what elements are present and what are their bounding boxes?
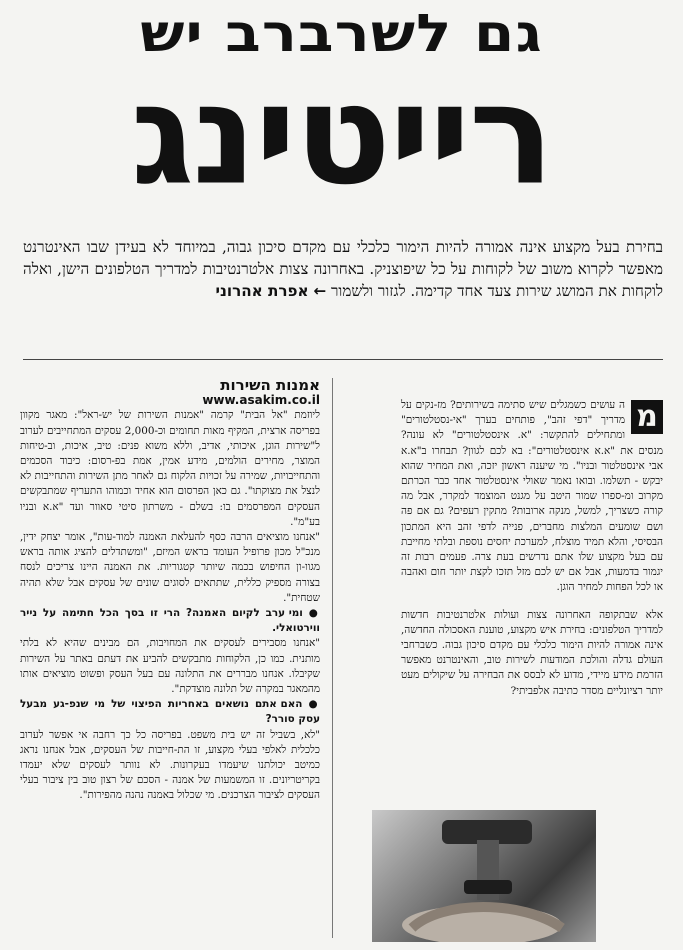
- main-article-column: [401, 398, 663, 699]
- arrow-icon: ←: [313, 282, 327, 300]
- headline: [10, 4, 673, 217]
- sidebar-title: אמנות השירות: [220, 376, 320, 394]
- lead-text: בחירת בעל מקצוע אינה אמורה להיות הימור כלכלי עם מקדם סיכון גבוה, במיוחד לא בעידן שבו האינטרנט מאפשר לקרוא משוב של לקוחות על כל שיפוצניק. באחרונה צצות אלטרנטיבות למדריך הטלפונים הישן, ואלה לוקחות את המושג שירות צעד אחד קדימה. לגזור ולשמור: [23, 238, 663, 300]
- column-divider: [332, 378, 333, 938]
- author-credit: אפרת אהרוני: [215, 282, 309, 300]
- headline-line1: גם לשרברב יש: [140, 4, 543, 64]
- interview-answer-2: "לא, בשביל זה יש בית משפט. בפריסה כל כך רחבה אי אפשר לערוב כלכלית לאלפי בעלי מקצוע, זו הת-חייבות של העסקים, אבל אנחנו נראג כמיטב יכולתנו שיעמדו בעקרונות. לא נוותר לעסקים שלא יעמדו בקריטריונים. זו המשמעות של אמנה - הסכם של רצון טוב בין ציבור בעלי העסקים לציבור הצרכנים. מי שכלול באמנה נהנה מהפירות".: [20, 728, 320, 802]
- headline-line2: רייטינג: [130, 54, 553, 217]
- drop-cap: מ: [631, 400, 663, 434]
- lead-paragraph: [23, 236, 663, 302]
- interview-answer-1: "אנחנו מסבירים לעסקים את המחויבות, הם מבינים שהיא לא בלתי מותנית. כמו כן, הלקוחות מתבקשים להביע את דעתם באתר על השירות שקיבלו. אנחנו מבררים את התלונה עם בעל העסק ופשוט מוציאים אותו מהמאגר במקרה של תלונה מוצדקת".: [20, 637, 320, 696]
- question-1-text: ומי ערב לקיום האמנה? הרי זו בסך הכל חתימה על נייר ווירטואלי.: [20, 607, 320, 635]
- plumber-wrench-photo: [372, 810, 596, 942]
- question-2-text: האם אתם נושאים באחריות הפיצוי של מי שנפ-גע מבעל עסק סורר?: [20, 698, 320, 726]
- article-paragraph-1: ה עושים כשמגלים שיש סתימה בשירותים? מז-נקים על מדריך "דפי זהב", פותחים בערך "אי-נסטלטורים" ומתחילים להתקשר: "א. אינסטלטורים" לא עונה? מנסים את "א.א אינסטלטורים": בא לכם לגוון? תבחרו ב"א.א אבי אינסטלטור ובניו". מי שיענה ראשון יזכה, ואת המחיר שהוא יבקש - תשלמו. ובואו נאמר שאולי אינסטלטור אחד כבר הכרתם מקרוב ומ-ספרו שמור היטב על מגנט המוצמד למקרר, אבל מה קורה כשצריך, למשל, מנקה ארובות? מתקין רעפים? גם אם פה ושם שומעים המלצות מחברים, פנייה לדפי זהב היא המתכון הבסיסי, והלא תמיד מוצלח, למערכת יחסים נוספת ובלתי מחייבת עם בעל מקצוע שלו אתם נדרשים בעת צרה. פעמים רבות זה יגמור בדמעות, אבל אם יש לכם מזל תזכו לקצת יותר חום ואהבה או לכל הפחות למחיר הוגן.: [401, 399, 663, 594]
- interview-question-1: ● ומי ערב לקיום האמנה? הרי זו בסך הכל חתימה על נייר ווירטואלי.: [20, 607, 320, 635]
- sidebar-paragraph-2: "אנחנו מוציאים הרבה כסף להעלאת האמנה למוד-עות", אומר יצחק ידין, מנכ"ל מכון פרופיל העומד בראש המיזם, "ומשתדלים להציג אותה בראש מגוו-ון החיפוש בכמה שיותר קטגוריות. את האמנה היינו צריכים לנסח בצורה מספיק כללית, שתתאים לסוגים שונים של עסקים אבל שלא תהיה שטחית".: [20, 531, 320, 604]
- wrench-illustration: [372, 810, 596, 942]
- article-paragraph-2: אלא שבתקופה האחרונה צצות ועולות אלטרנטיבות חדשות למדריך הטלפונים: בחירת איש מקצוע, טוענת האסכולה החדשה, אינה אמורה להיות הימור כלכלי עם מקדם סיכון גבוה. כשברחבי העולם גדלה והולכת המודעות לשירות טוב, והאינטרנט מאפשר הזרמת מידע מיידי, מדוע לא לבסס את הבחירה על שיקולים מעט יותר רציונליים מסדר כתיבה אלפביתי?: [401, 608, 663, 697]
- section-rule: [23, 359, 663, 360]
- interview-question-2: ● האם אתם נושאים באחריות הפיצוי של מי שנפ-גע מבעל עסק סורר?: [20, 698, 320, 726]
- sidebar-paragraph-1: ליוזמת "אל הבית" קרמה "אמנות השירות של יש-ראל": מאגר מקוון בפריסה ארצית, המקיף מאות תחומים וכ-2,000 עסקים המתחייבים לערוב ל"שירות הוגן, איכותי, אדיב, וללא משוא פנים: טיב, איכות, וב-טיחות המוצר, מחירים הולמים, מידע אמין, אמת בפ-רסום: כיבוד הסכמים והתחייבויות, שמירה על זכויות הלקוח גם לאחר מתן השירות והתחייבות לא לנצל את מצוקתו". גם כאן הפרסום הוא אחיד וכמוהו התעריף שמתבקשים העסקים המפרסמים בו: בשלם - משרתון סיטי סאוור ועד "א.א ובניו בע"מ".: [20, 409, 320, 528]
- sidebar-box: [20, 378, 320, 804]
- sidebar-url: www.asakim.co.il: [202, 393, 320, 408]
